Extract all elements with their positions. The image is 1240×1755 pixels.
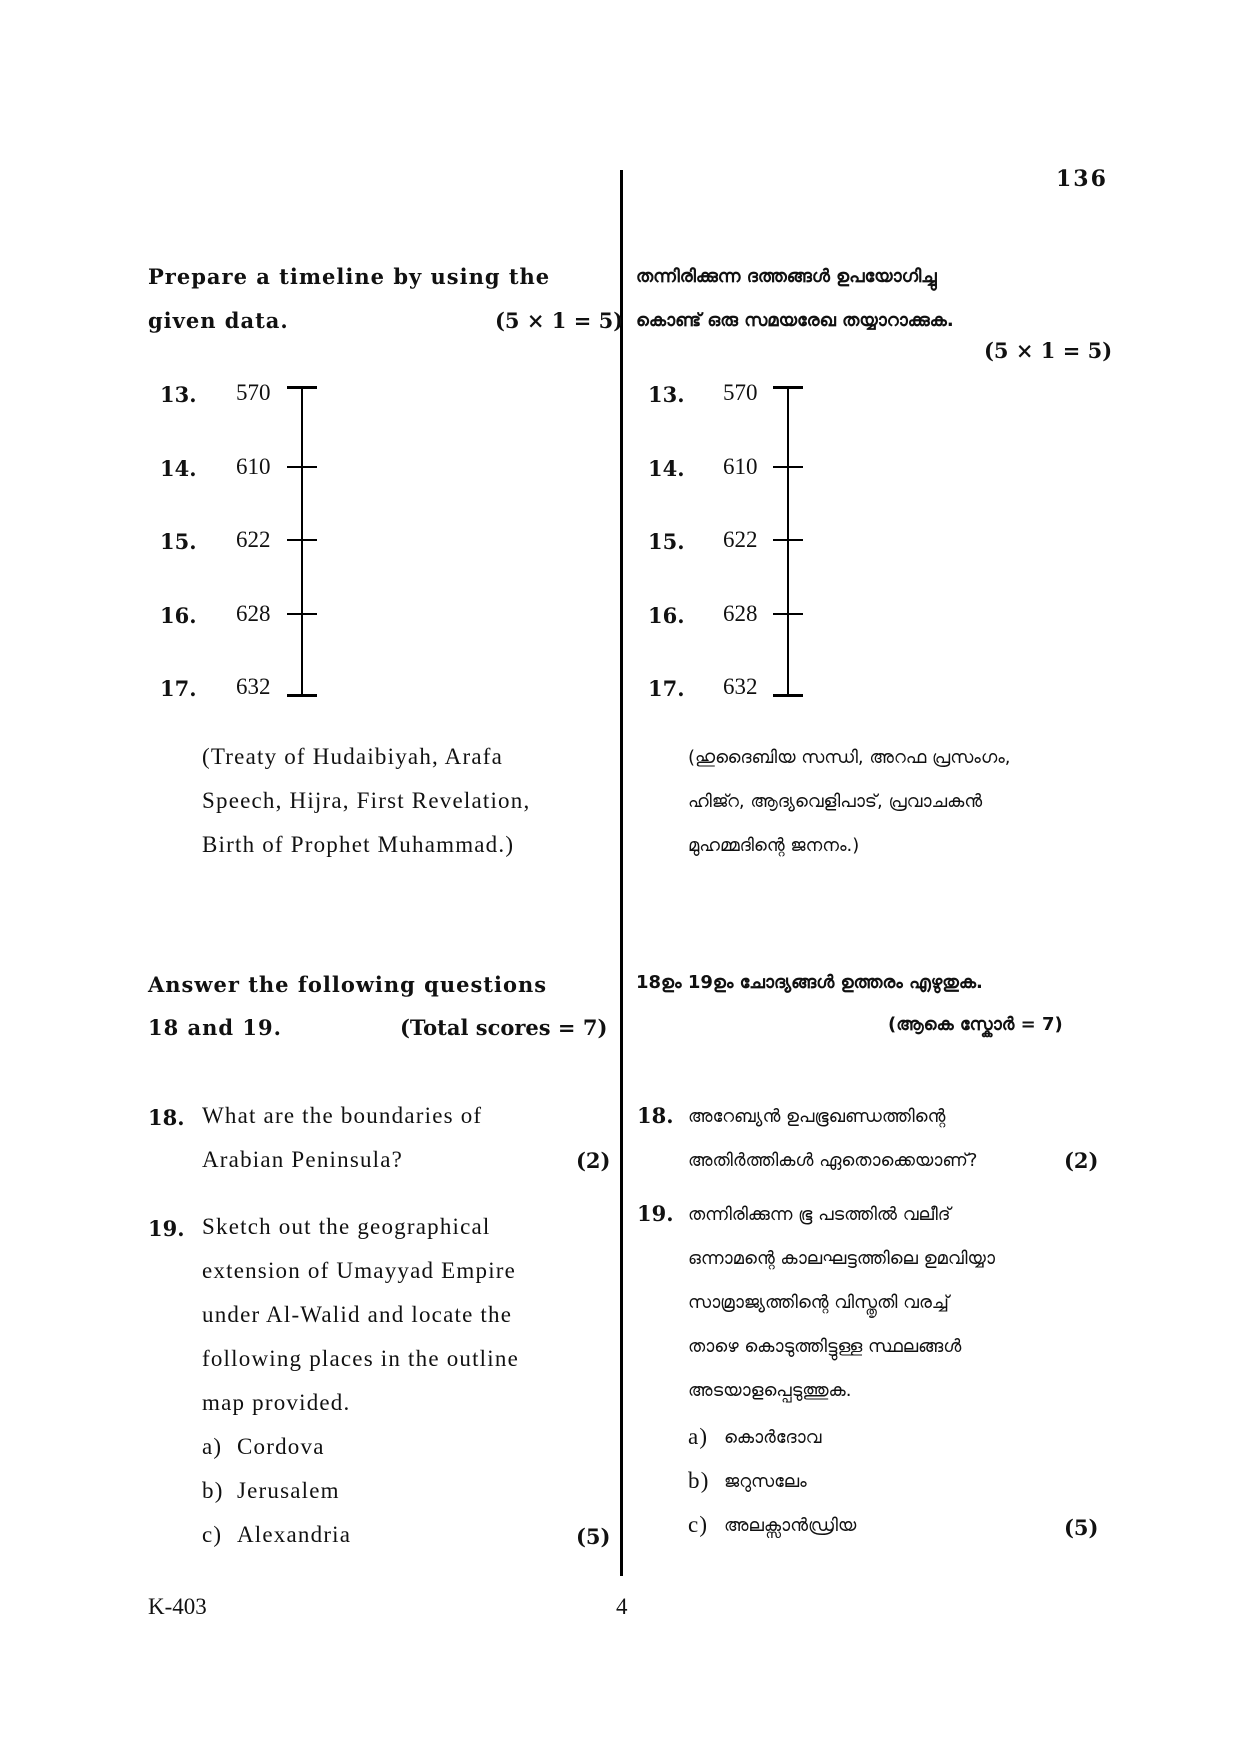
timeline-hint-line: Birth of Prophet Muhammad.): [202, 832, 515, 857]
timeline-item-number: 17.: [160, 676, 197, 701]
timeline-tick: [287, 466, 317, 468]
timeline-item-number: 16.: [648, 603, 685, 628]
question-19-text: under Al-Walid and locate the: [202, 1302, 513, 1327]
timeline-axis: [301, 387, 303, 695]
timeline-item-year: 632: [236, 674, 271, 699]
timeline-item-year: 632: [723, 674, 758, 699]
answer-total-marks-ml: (ആകെ സ്കോർ = 7): [888, 1014, 1063, 1035]
question-18-marks-ml: (2): [1064, 1148, 1099, 1173]
question-18-number: 18.: [148, 1105, 185, 1130]
timeline-hint-line: Speech, Hijra, First Revelation,: [202, 788, 531, 813]
question-19-text-ml: തന്നിരിക്കുന്ന ഭൂ പടത്തിൽ വലീദ്: [688, 1204, 951, 1225]
timeline-heading-line1: Prepare a timeline by using the: [148, 264, 551, 289]
timeline-item-year: 610: [723, 454, 758, 479]
option-label-ml: a): [688, 1424, 709, 1449]
timeline-item-year: 570: [236, 380, 271, 405]
timeline-top-cap: [287, 386, 317, 389]
option-label: b): [202, 1478, 224, 1503]
timeline-bottom-cap: [287, 694, 317, 697]
timeline-heading-line1-ml: തന്നിരിക്കുന്ന ദത്തങ്ങൾ ഉപയോഗിച്ചു: [636, 266, 937, 287]
option-alexandria: Alexandria: [237, 1522, 352, 1547]
question-19-text-ml: സാമ്രാജ്യത്തിന്റെ വിസ്തൃതി വരച്ച്: [688, 1292, 949, 1313]
question-18-text: What are the boundaries of: [202, 1103, 483, 1128]
option-jerusalem: Jerusalem: [237, 1478, 340, 1503]
question-19-text: map provided.: [202, 1390, 351, 1415]
answer-total-marks: (Total scores = 7): [400, 1015, 608, 1040]
timeline-marks: (5 × 1 = 5): [495, 308, 624, 333]
timeline-item-year: 570: [723, 380, 758, 405]
question-19-text: following places in the outline: [202, 1346, 519, 1371]
answer-heading-line1: Answer the following questions: [148, 972, 548, 997]
option-cordova-ml: കൊർദോവ: [724, 1427, 822, 1448]
question-19-text-ml: ഒന്നാമന്റെ കാലഘട്ടത്തിലെ ഉമവിയ്യാ: [688, 1248, 995, 1269]
question-19-text: Sketch out the geographical: [202, 1214, 491, 1239]
timeline-top-cap: [773, 386, 803, 389]
question-19-number-ml: 19.: [637, 1201, 674, 1226]
timeline-item-year: 622: [723, 527, 758, 552]
page-number: 4: [616, 1594, 628, 1619]
option-label-ml: c): [688, 1512, 709, 1537]
option-jerusalem-ml: ജറുസലേം: [724, 1471, 807, 1492]
timeline-tick: [773, 466, 803, 468]
timeline-heading-line2: given data.: [148, 308, 289, 333]
timeline-tick: [773, 539, 803, 541]
timeline-item-number: 17.: [648, 676, 685, 701]
question-code: 136: [1056, 166, 1108, 192]
option-alexandria-ml: അലക്സാൻഡ്രിയ: [724, 1515, 857, 1536]
answer-heading-line2: 18 and 19.: [148, 1015, 282, 1040]
question-18-text-ml: അറേബ്യൻ ഉപഭൂഖണ്ഡത്തിന്റെ: [688, 1106, 946, 1127]
timeline-item-number: 15.: [160, 529, 197, 554]
timeline-hint-line: (Treaty of Hudaibiyah, Arafa: [202, 744, 504, 769]
timeline-item-year: 622: [236, 527, 271, 552]
column-divider: [620, 170, 623, 1576]
option-label: a): [202, 1434, 223, 1459]
timeline-item-number: 13.: [648, 382, 685, 407]
question-18-text-ml: അതിർത്തികൾ ഏതൊക്കെയാണ്?: [688, 1150, 978, 1171]
paper-code: K-403: [148, 1594, 207, 1619]
question-18-number-ml: 18.: [637, 1103, 674, 1128]
question-19-marks: (5): [576, 1524, 611, 1549]
timeline-hint-line-ml: ഹിജ്റ, ആദ്യവെളിപാട്, പ്രവാചകൻ: [688, 791, 983, 812]
timeline-item-year: 628: [723, 601, 758, 626]
timeline-hint-line-ml: മുഹമ്മദിന്റെ ജനനം.): [688, 835, 860, 856]
timeline-marks-ml: (5 × 1 = 5): [984, 338, 1113, 363]
timeline-item-year: 628: [236, 601, 271, 626]
timeline-item-number: 13.: [160, 382, 197, 407]
timeline-tick: [773, 613, 803, 615]
timeline-item-year: 610: [236, 454, 271, 479]
question-19-text-ml: അടയാളപ്പെടുത്തുക.: [688, 1380, 852, 1401]
timeline-item-number: 16.: [160, 603, 197, 628]
option-label-ml: b): [688, 1468, 710, 1493]
timeline-tick: [287, 539, 317, 541]
timeline-bottom-cap: [773, 694, 803, 697]
question-19-text-ml: താഴെ കൊടുത്തിട്ടുള്ള സ്ഥലങ്ങൾ: [688, 1336, 962, 1357]
timeline-axis: [787, 387, 789, 695]
question-18-text: Arabian Peninsula?: [202, 1147, 404, 1172]
question-19-marks-ml: (5): [1064, 1515, 1099, 1540]
timeline-heading-line2-ml: കൊണ്ട് ഒരു സമയരേഖ തയ്യാറാക്കുക.: [636, 310, 954, 331]
timeline-item-number: 14.: [648, 456, 685, 481]
question-19-text: extension of Umayyad Empire: [202, 1258, 517, 1283]
answer-heading-ml: 18ഉം 19ഉം ചോദ്യങ്ങൾ ഉത്തരം എഴുതുക.: [636, 972, 983, 993]
timeline-item-number: 14.: [160, 456, 197, 481]
question-18-marks: (2): [576, 1148, 611, 1173]
option-cordova: Cordova: [237, 1434, 325, 1459]
timeline-tick: [287, 613, 317, 615]
question-19-number: 19.: [148, 1216, 185, 1241]
timeline-hint-line-ml: (ഹുദൈബിയ സന്ധി, അറഫ പ്രസംഗം,: [688, 747, 1011, 768]
option-label: c): [202, 1522, 223, 1547]
timeline-item-number: 15.: [648, 529, 685, 554]
